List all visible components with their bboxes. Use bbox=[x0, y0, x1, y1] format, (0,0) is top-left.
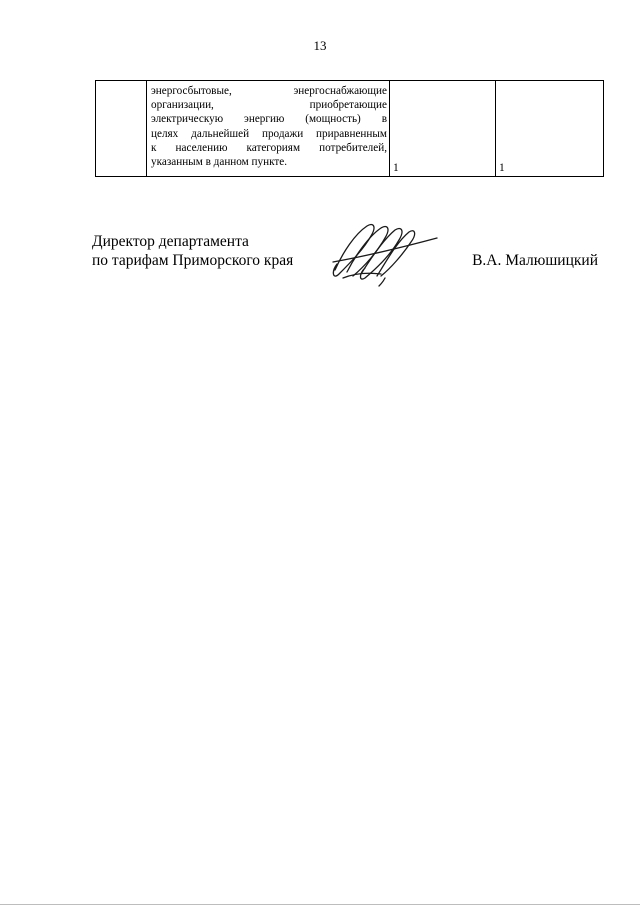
description-line: электрическую энергию (мощность) в bbox=[151, 113, 387, 126]
page-number: 13 bbox=[313, 38, 327, 53]
description-line: целях дальнейшей продажи приравненным bbox=[151, 127, 387, 140]
tariff-table bbox=[95, 80, 604, 177]
description-line: к населению категориям потребителей, bbox=[151, 141, 387, 154]
table-row bbox=[96, 81, 604, 177]
value-cell bbox=[390, 81, 496, 177]
value-cell bbox=[496, 81, 604, 177]
signatory-title-line: Директор департамента bbox=[92, 233, 249, 250]
signatory-title-line: по тарифам Приморского края bbox=[92, 252, 294, 269]
description-line: организации, приобретающие bbox=[151, 99, 387, 112]
value-text: 1 bbox=[499, 162, 505, 174]
description-cell bbox=[147, 81, 390, 177]
description-line: энергосбытовые, энергоснабжающие bbox=[151, 85, 387, 97]
empty-cell bbox=[96, 81, 147, 177]
value-text: 1 bbox=[393, 162, 399, 174]
signatory-title bbox=[92, 232, 293, 270]
handwritten-signature bbox=[325, 212, 440, 292]
description-line: указанным в данном пункте. bbox=[151, 156, 288, 169]
signatory-name: В.А. Малюшицкий bbox=[472, 252, 598, 269]
